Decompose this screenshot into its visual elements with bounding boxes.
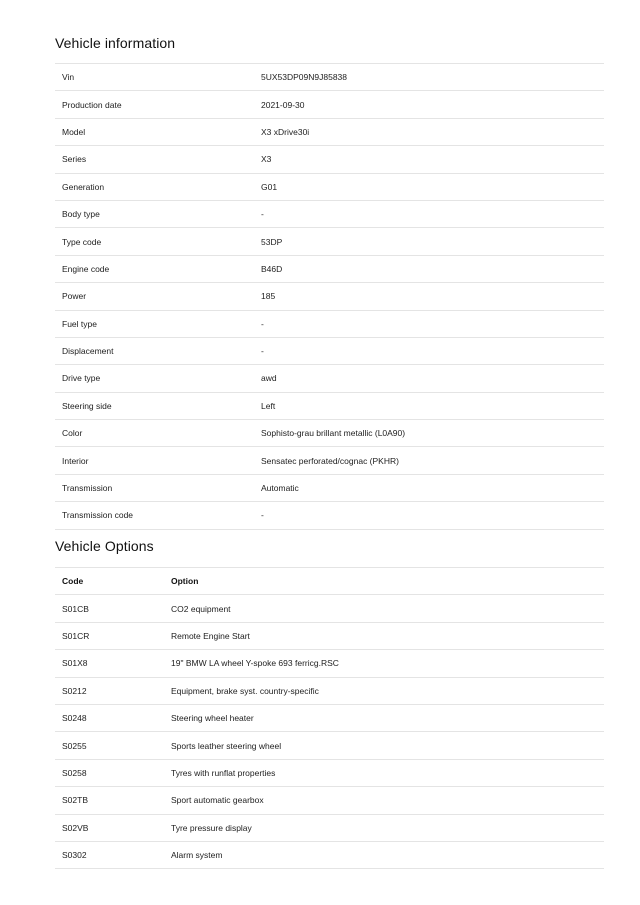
- row-label: Type code: [55, 228, 254, 255]
- table-row: [55, 502, 604, 529]
- table-row: [55, 677, 604, 704]
- table-row: [55, 650, 604, 677]
- vehicle-information-title: Vehicle information: [55, 35, 176, 51]
- table-header-row: [55, 568, 604, 595]
- row-label: Body type: [55, 200, 254, 227]
- vehicle-options-table: [55, 567, 604, 869]
- row-label: Steering side: [55, 392, 254, 419]
- row-value: -: [254, 310, 604, 337]
- row-label: Displacement: [55, 337, 254, 364]
- option-code: S0212: [55, 677, 164, 704]
- option-name: Tyre pressure display: [164, 814, 604, 841]
- option-name: Sports leather steering wheel: [164, 732, 604, 759]
- row-value: X3: [254, 146, 604, 173]
- row-label: Fuel type: [55, 310, 254, 337]
- option-code: S0302: [55, 841, 164, 868]
- table-row: [55, 759, 604, 786]
- table-row: [55, 173, 604, 200]
- row-label: Transmission code: [55, 502, 254, 529]
- option-code: S01CB: [55, 595, 164, 622]
- option-name: Remote Engine Start: [164, 622, 604, 649]
- row-value: -: [254, 502, 604, 529]
- vehicle-information-table: [55, 63, 604, 530]
- row-label: Series: [55, 146, 254, 173]
- row-value: Sophisto-grau brillant metallic (L0A90): [254, 420, 604, 447]
- row-label: Vin: [55, 64, 254, 91]
- row-label: Engine code: [55, 255, 254, 282]
- option-name: Tyres with runflat properties: [164, 759, 604, 786]
- row-value: 5UX53DP09N9J85838: [254, 64, 604, 91]
- table-row: [55, 200, 604, 227]
- row-value: B46D: [254, 255, 604, 282]
- option-name: CO2 equipment: [164, 595, 604, 622]
- table-row: [55, 595, 604, 622]
- table-row: [55, 787, 604, 814]
- table-row: [55, 146, 604, 173]
- row-value: 185: [254, 283, 604, 310]
- table-row: [55, 365, 604, 392]
- row-label: Drive type: [55, 365, 254, 392]
- row-label: Color: [55, 420, 254, 447]
- table-row: [55, 255, 604, 282]
- table-row: [55, 228, 604, 255]
- row-value: G01: [254, 173, 604, 200]
- row-value: X3 xDrive30i: [254, 118, 604, 145]
- row-value: awd: [254, 365, 604, 392]
- row-label: Model: [55, 118, 254, 145]
- option-name: Alarm system: [164, 841, 604, 868]
- table-row: [55, 622, 604, 649]
- row-label: Power: [55, 283, 254, 310]
- table-row: [55, 732, 604, 759]
- row-value: Left: [254, 392, 604, 419]
- option-name: Sport automatic gearbox: [164, 787, 604, 814]
- table-row: [55, 447, 604, 474]
- row-value: -: [254, 337, 604, 364]
- option-name: Steering wheel heater: [164, 704, 604, 731]
- option-code: S0255: [55, 732, 164, 759]
- row-label: Generation: [55, 173, 254, 200]
- table-row: [55, 283, 604, 310]
- option-name: 19" BMW LA wheel Y-spoke 693 ferricg.RSC: [164, 650, 604, 677]
- row-value: Automatic: [254, 474, 604, 501]
- table-row: [55, 420, 604, 447]
- table-row: [55, 474, 604, 501]
- table-row: [55, 310, 604, 337]
- table-row: [55, 841, 604, 868]
- row-label: Transmission: [55, 474, 254, 501]
- option-code: S0258: [55, 759, 164, 786]
- table-row: [55, 337, 604, 364]
- row-value: Sensatec perforated/cognac (PKHR): [254, 447, 604, 474]
- table-row: [55, 814, 604, 841]
- option-code: S0248: [55, 704, 164, 731]
- option-name: Equipment, brake syst. country-specific: [164, 677, 604, 704]
- table-row: [55, 91, 604, 118]
- table-row: [55, 392, 604, 419]
- column-header-code: Code: [55, 568, 164, 595]
- row-label: Interior: [55, 447, 254, 474]
- table-row: [55, 704, 604, 731]
- option-code: S01CR: [55, 622, 164, 649]
- row-value: -: [254, 200, 604, 227]
- table-row: [55, 118, 604, 145]
- vehicle-options-title: Vehicle Options: [55, 538, 154, 554]
- option-code: S02TB: [55, 787, 164, 814]
- option-code: S01X8: [55, 650, 164, 677]
- row-value: 2021-09-30: [254, 91, 604, 118]
- row-label: Production date: [55, 91, 254, 118]
- column-header-option: Option: [164, 568, 604, 595]
- table-row: [55, 64, 604, 91]
- option-code: S02VB: [55, 814, 164, 841]
- row-value: 53DP: [254, 228, 604, 255]
